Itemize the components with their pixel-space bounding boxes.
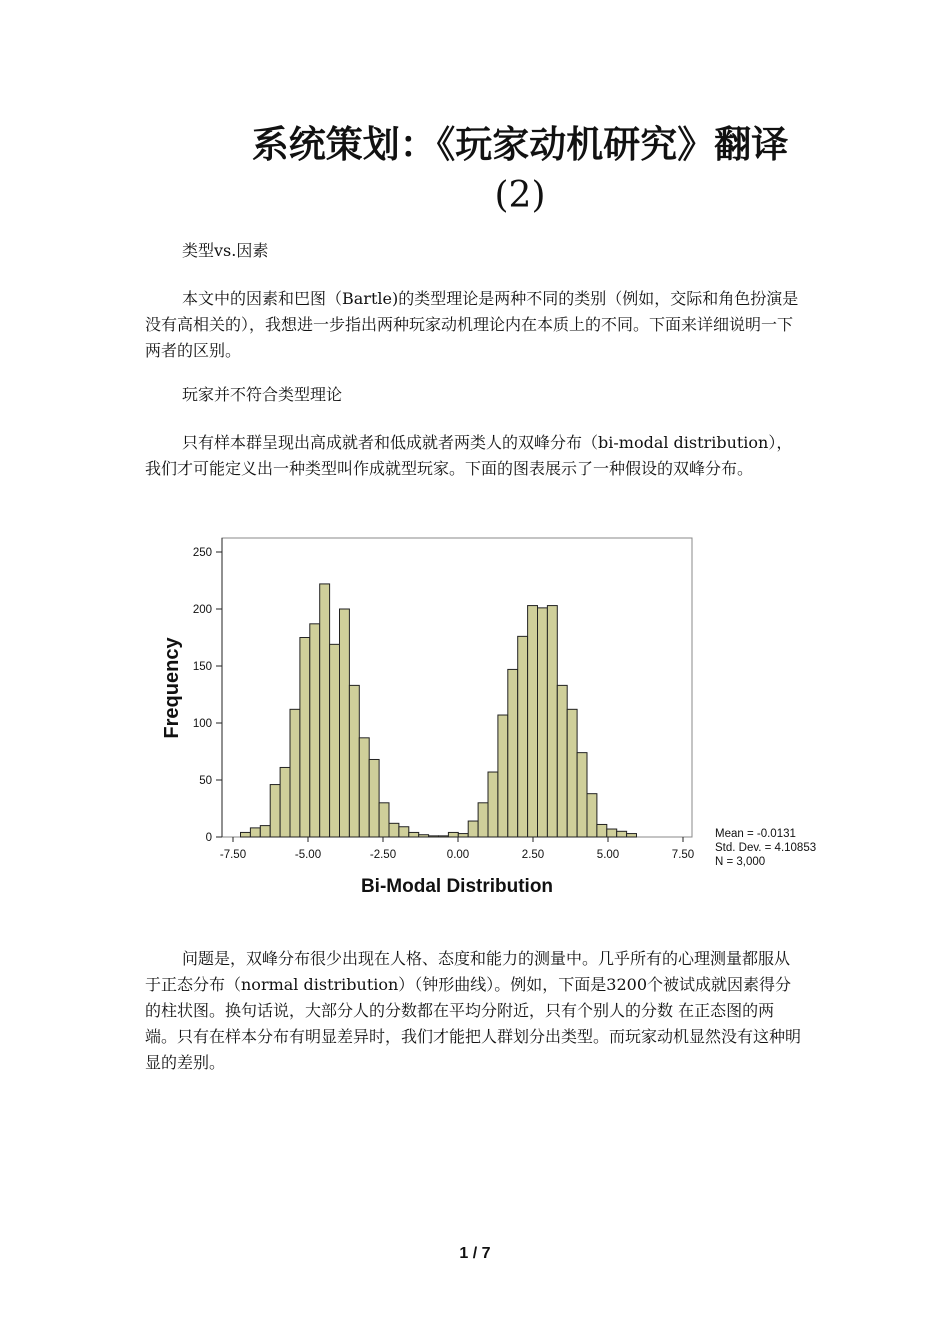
x-tick-label: -5.00	[294, 849, 322, 861]
histogram-bar	[409, 832, 419, 837]
histogram-bar	[300, 638, 310, 838]
paragraph-intro: 本文中的因素和巴图（Bartle)的类型理论是两种不同的类别（例如，交际和角色扮演是没有高相关的），我想进一步指出两种玩家动机理论内在本质上的不同。下面来详细说明一下两者的区别。	[145, 289, 799, 360]
histogram-bar	[280, 767, 290, 837]
y-axis-label: Frequency	[161, 637, 183, 739]
histogram-bar	[607, 829, 617, 837]
stat-std-dev: Std. Dev. = 4.10853	[715, 842, 817, 854]
histogram-bar	[458, 834, 468, 837]
histogram-bar	[468, 821, 478, 837]
histogram-bar	[290, 709, 300, 837]
y-tick-label: 0	[205, 832, 212, 844]
histogram-bar	[538, 608, 548, 837]
x-tick-label: 2.50	[521, 849, 545, 861]
histogram-bar	[389, 823, 399, 837]
histogram-bar	[260, 826, 270, 837]
histogram-bar	[241, 832, 251, 837]
histogram-bar	[448, 832, 458, 837]
histogram-bar	[547, 606, 557, 837]
histogram-bar	[587, 794, 597, 837]
x-tick-label: -2.50	[369, 849, 397, 861]
histogram-bar	[369, 759, 379, 837]
x-axis	[220, 837, 694, 861]
histogram-bar	[478, 803, 488, 837]
x-tick-label: 0.00	[446, 849, 470, 861]
histogram-bar	[597, 824, 607, 837]
section-heading-players-not-types: 玩家并不符合类型理论	[182, 385, 343, 404]
y-tick-label: 200	[192, 604, 212, 616]
bimodal-histogram-chart	[150, 530, 840, 902]
x-tick-label: -7.50	[219, 849, 247, 861]
histogram-bar	[488, 772, 498, 837]
histogram-bar	[359, 738, 369, 837]
histogram-bar	[330, 644, 340, 837]
histogram-bar	[508, 669, 518, 837]
histogram-bar	[627, 834, 637, 837]
histogram-bar	[429, 836, 439, 837]
histogram-bar	[557, 685, 567, 837]
y-axis	[193, 538, 222, 844]
stat-n: N = 3,000	[715, 856, 766, 868]
histogram-bar	[439, 836, 449, 837]
histogram-bar	[349, 685, 359, 837]
histogram-bar	[379, 803, 389, 837]
page-title	[210, 118, 830, 222]
page-number: 1 / 7	[459, 1245, 491, 1262]
section-heading-types-vs-factors: 类型vs.因素	[182, 241, 269, 260]
y-tick-label: 150	[192, 661, 212, 673]
histogram-bar	[340, 609, 350, 837]
paragraph-bimodal: 只有样本群呈现出高成就者和低成就者两类人的双峰分布（bi-modal distribution），我们才可能定义出一种类型叫作成就型玩家。下面的图表展示了一种假设的双峰分布。	[145, 433, 793, 478]
histogram-bar	[617, 831, 627, 837]
title-line-2: (2)	[494, 175, 546, 216]
histogram-bar	[577, 753, 587, 837]
y-tick-label: 50	[199, 775, 212, 787]
histogram-bar	[518, 636, 528, 837]
x-axis-label: Bi-Modal Distribution	[360, 876, 554, 897]
histogram-bar	[270, 785, 280, 837]
x-tick-label: 5.00	[596, 849, 620, 861]
histogram-bar	[567, 709, 577, 837]
y-tick-label: 250	[192, 547, 212, 559]
histogram-bar	[419, 835, 429, 837]
paragraph-normal-distribution: 问题是，双峰分布很少出现在人格、态度和能力的测量中。几乎所有的心理测量都服从于正态分布（normal distribution）（钟形曲线）。例如，下面是3200个被试成就因素得分的柱状图。换句话说，大部分人的分数都在平均分附近，只有个别人的分数 在正态图的两端。只有在样本分布有明显差异时，我们才能把人群划分出类型。而玩家动机显然没有这种明显的差别。	[145, 949, 802, 1072]
histogram-bar	[320, 584, 330, 837]
histogram-bar	[310, 624, 320, 837]
histogram-bar	[250, 828, 260, 837]
y-tick-label: 100	[192, 718, 212, 730]
title-line-1: 系统策划：《玩家动机研究》翻译	[251, 122, 789, 166]
histogram-bar	[528, 606, 538, 837]
x-tick-label: 7.50	[671, 849, 695, 861]
stat-mean: Mean = -0.0131	[715, 828, 796, 840]
histogram-bar	[399, 827, 409, 837]
histogram-bar	[498, 715, 508, 837]
